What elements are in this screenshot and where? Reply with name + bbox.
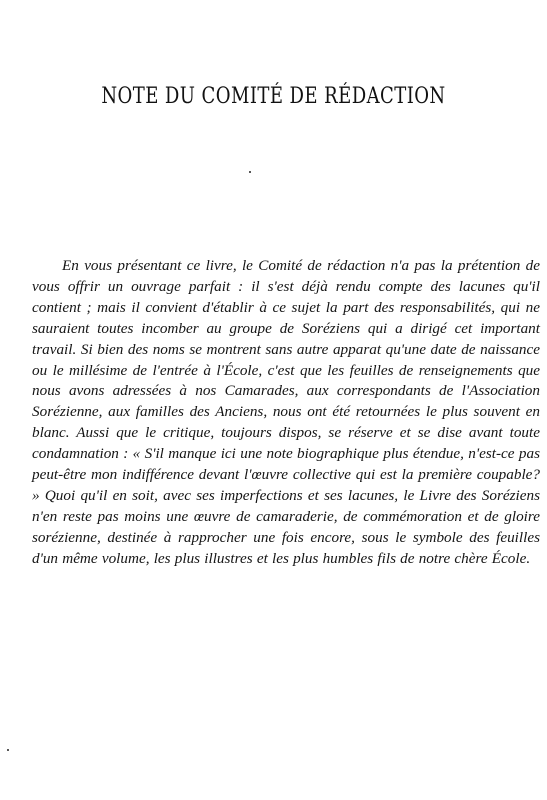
margin-speck	[7, 749, 9, 751]
ornament-dot	[249, 171, 251, 173]
page-title: NOTE DU COMITÉ DE RÉDACTION	[101, 84, 446, 109]
body-paragraph: En vous présentant ce livre, le Comité de rédaction n'a pas la prétention de vous offrir un ouvrage parfait : il s'est déjà rendu compte des lacunes qu'il contient ; mais il convient d'établir à ce sujet la part des responsabilités, qui ne sauraient toutes incomber au groupe de Soréziens qui a dirigé cet important travail. Si bien des noms se montrent sans autre apparat qu'une date de naissance ou le millésime de l'entrée à l'École, c'est que les feuilles de renseignements que nous avons adressées à nos Camarades, aux correspondants de l'Association Sorézienne, aux familles des Anciens, nous ont été retournées le plus souvent en blanc. Aussi que le critique, toujours dispos, se réserve et se dise avant toute condamnation : « S'il manque ici une note biographique plus étendue, n'est-ce pas peut-être mon indifférence devant l'œuvre collective qui est la première coupable? » Quoi qu'il en soit, avec ses imperfections et ses lacunes, le Livre des Soréziens n'en reste pas moins une œuvre de camaraderie, de commémoration et de gloire sorézienne, destinée à rapprocher une fois encore, sous le symbole des feuilles d'un même volume, les plus illustres et les plus humbles fils de notre chère École.	[32, 257, 540, 567]
